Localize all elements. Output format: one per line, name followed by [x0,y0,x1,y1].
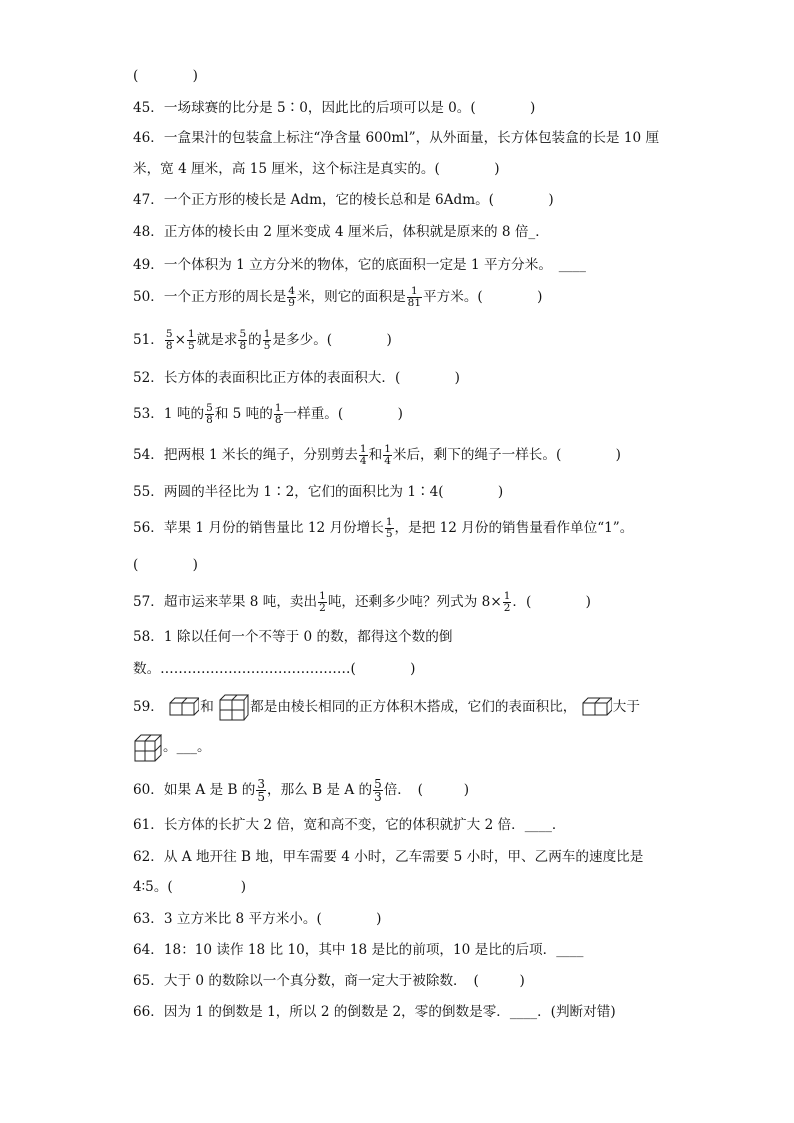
q55: 55．两圆的半径比为 1∶2，它们的面积比为 1∶4( ) [133,484,504,500]
q44-tail: ( ) [133,68,198,84]
fraction: $\frac{1}{2}$ [319,590,326,614]
q60: 60．如果 A 是 B 的 $\frac{3}{5}$ ，那么 B 是 A 的 $\frac{5}{3}$ 倍． ( ) [133,777,470,804]
fraction: $\frac{1}{2}$ [503,590,511,614]
q62-line2: 4∶5。( ) [133,879,247,895]
q58-line2: 数。……………………………………( ) [133,661,416,677]
fraction: $\frac{1}{4}$ [359,443,367,467]
fraction: $\frac{1}{4}$ [384,443,391,467]
fraction: $\frac{3}{5}$ [257,777,265,804]
q50: 50．一个正方形的周长是 $\frac{4}{9}$ 米，则它的面积是 $\frac{1}{81}$ 平方米。( ) [133,285,543,309]
q63: 63．3 立方米比 8 平方米小。( ) [133,911,382,927]
q56-tail: ( ) [133,557,198,573]
fraction: $\frac{1}{8}$ [274,402,282,426]
q52: 52．长方体的表面积比正方体的表面积大．( ) [133,370,460,386]
q47: 47．一个正方形的棱长是 Adm，它的棱长总和是 6Adm。( ) [133,192,554,208]
q59-line1: 59． 和 都是由棱长相同的正方体积木搭成，它们的表面积比， 大于 [133,692,664,722]
fraction: $\frac{5}{8}$ [165,328,173,352]
cube-block-icon [134,734,162,762]
fraction: $\frac{1}{5}$ [263,328,271,352]
fraction: $\frac{1}{5}$ [385,516,393,540]
two-cubes-side-icon [582,695,612,721]
q48: 48．正方体的棱长由 2 厘米变成 4 厘米后，体积就是原来的 8 倍_． [133,224,549,240]
q62-line1: 62．从 A 地开往 B 地，甲车需要 4 小时，乙车需要 5 小时，甲、乙两车的速度比是 [133,849,644,865]
q61: 61．长方体的长扩大 2 倍，宽和高不变，它的体积就扩大 2 倍．____． [133,817,566,833]
fraction: $\frac{1}{5}$ [187,328,195,352]
q57: 57．超市运来苹果 8 吨，卖出 $\frac{1}{2}$ 吨，还剩多少吨？列式为 8× $\frac{1}{2}$ ．( ) [133,590,591,614]
q54: 54．把两根 1 米长的绳子，分别剪去 $\frac{1}{4}$ 和 $\frac{1}{4}$ 米后，剩下的绳子一样长。( ) [133,443,621,467]
fraction: $\frac{5}{8}$ [206,402,213,426]
two-cubes-side-icon [169,695,199,721]
q49: 49．一个体积为 1 立方分米的物体，它的底面积一定是 1 平方分米。 ____ [133,257,586,273]
q45: 45．一场球赛的比分是 5∶0，因此比的后项可以是 0。( ) [133,100,536,116]
q56: 56．苹果 1 月份的销售量比 12 月份增长 $\frac{1}{5}$ ，是把 12 月份的销售量看作单位“1”。 [133,516,634,540]
fraction: $\frac{5}{3}$ [374,777,382,804]
q58-line1: 58．1 除以任何一个不等于 0 的数，都得这个数的倒 [133,629,453,645]
fraction: $\frac{1}{81}$ [407,285,422,309]
q66: 66．因为 1 的倒数是 1，所以 2 的倒数是 2，零的倒数是零．____．(判断对错) [133,1004,616,1020]
cube-stack-icon [219,694,249,722]
q65: 65．大于 0 的数除以一个真分数，商一定大于被除数． ( ) [133,973,525,989]
q51: 51． $\frac{5}{8}$ × $\frac{1}{5}$ 就是求 $\frac{5}{8}$ 的 $\frac{1}{5}$ 是多少。( ) [133,328,392,352]
q53: 53．1 吨的 $\frac{5}{8}$ 和 5 吨的 $\frac{1}{8}$ 一样重。( ) [133,402,403,426]
q46-line2: 米，宽 4 厘米，高 15 厘米，这个标注是真实的。( ) [133,161,500,177]
q59-line2: 。___。 [133,732,664,762]
q46-line1: 46．一盒果汁的包装盒上标注“净含量 600ml”，从外面量，长方体包装盒的长是 10 厘 [133,130,660,146]
fraction: $\frac{5}{8}$ [239,328,247,352]
fraction: $\frac{4}{9}$ [288,285,295,309]
q64: 64．18：10 读作 18 比 10，其中 18 是比的前项，10 是比的后项．____ [133,942,584,958]
